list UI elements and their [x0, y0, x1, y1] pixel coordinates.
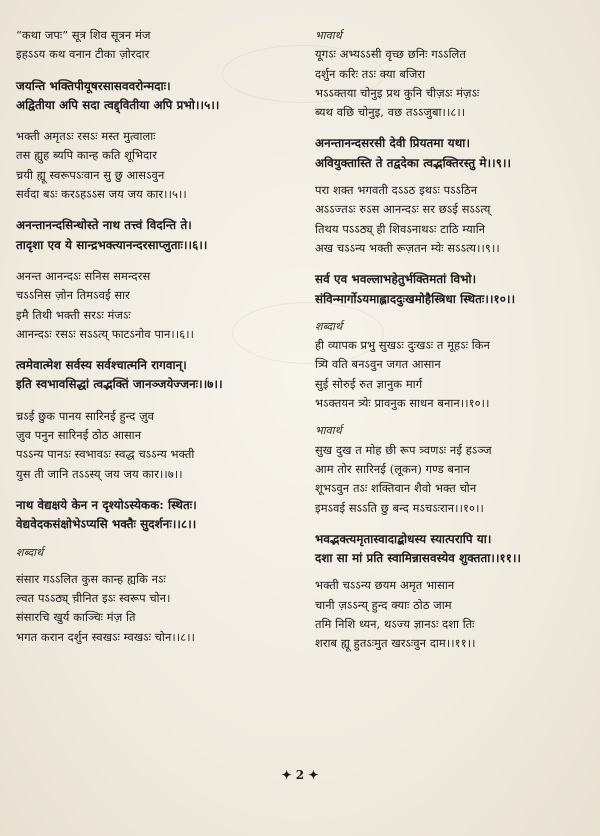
section-heading: शब्दार्थ [315, 319, 343, 333]
section-heading: भावार्थ [315, 29, 342, 42]
text-line: युस ती जानि तऽऽस्य् जय जय कार।।७।। [16, 466, 183, 481]
text-line: च्रऽई छुक पानय सारिनई हुन्द ज़ुव [16, 408, 155, 423]
text-line: सुई सोरुई रुत ज्ञानुक मार्ग [315, 376, 423, 391]
text-line: संसारचि खुर्य काञ्चिः मंज़ ति [16, 610, 136, 625]
text-line: त्र्यि वति बनऽवुन जगत आसान [315, 357, 441, 372]
text-line: अनन्त आनन्दऽः सनिस समन्दरस [16, 268, 151, 283]
text-line: ब्यथ वछि चोनुइ, वछ तऽऽजुबा।।८।। [315, 105, 466, 120]
text-line: चऽऽनिस ज़ोन तिमऽवई सार [16, 288, 130, 303]
text-line: भक्ती अमृतऽः रसऽः मस्त मुत्वालाः [16, 129, 156, 144]
verse-line: नाथ वेद्यक्षये केन न दृश्योऽस्येकक: स्थितः। [16, 497, 197, 512]
verse-line: सर्व एव भवल्लाभहेतुर्भक्तिमतां विभो। [315, 272, 477, 287]
text-line: आनन्दऽः रसऽः सऽऽत्य् फाटऽनोव पान।।६।। [16, 326, 195, 341]
verse-line: दशा सा मां प्रति स्वामिन्नासवस्येव शुक्तता।।११।। [315, 551, 522, 566]
right-column [315, 26, 593, 654]
text-line: ही व्यापक प्रभु सुखऽः दुःखऽः त मूहऽः किन [315, 338, 490, 353]
text-line: शराब ह्यू हुतऽःमुत खरऽःवुन दाम।।११।। [315, 636, 476, 651]
section-heading: शब्दार्थ [16, 545, 44, 559]
verse-line: जयन्ति भक्तिपीयूषरसासववरोन्मदाः। [16, 78, 171, 93]
verse-line: वेद्यवेदकसंक्षोभेऽप्यसि भक्तैः सुदर्शनः।।८।। [16, 517, 197, 532]
text-line: तिथय पऽऽठ्य् ही शिवऽनाथऽः टाठि म्यानि [315, 221, 486, 236]
text-line: यूगऽः अभ्यऽऽसी वृच्छ छनिः गऽऽलित [315, 47, 466, 62]
text-line: संसार गऽऽलित कुस कान्ह ह्यकि नऽः [16, 571, 166, 586]
text-line: तस ह्युह ब्यपि कान्ह कति शूभिदार [16, 148, 157, 163]
text-line: आम तोर सारिनई (लूकन) गण्ड बनान [315, 461, 470, 476]
text-line: च्रयी ह्यू स्वरूपऽःवान सु छु आसऽवुन [16, 167, 165, 182]
text-line: तमि निशि ध्यन, थऽज्य ज्ञानऽः दशा तिः [315, 617, 475, 632]
verse-line: अद्वितीया अपि सदा त्वद्द्वितीया अपि प्रभो।।५।। [16, 97, 220, 112]
text-line: इमऽवई सऽऽति छु बन्द मऽचऽःरान।।१०।। [315, 500, 484, 515]
text-line: पऽऽन्य पानऽः स्वभावऽः स्वद्ध चऽऽन्य भक्ती [16, 447, 195, 462]
text-line: शूभऽवुन तऽः शक्तिवान शैवो भक्त चोन [315, 481, 477, 496]
text-line: भगत करान दर्शुन स्वखऽः म्वखऽः चोन।।८।। [16, 629, 196, 644]
text-line: इहऽऽय कथ वनान टीका ज़ोरदार [16, 47, 150, 62]
text-line: अऽऽज्तऽः रुऽस आनन्दऽः सर छऽई सऽऽत्य् [315, 202, 491, 217]
text-line: भऽक्तयन त्र्येः प्रावनुक साधन बनान।।१०।। [315, 396, 490, 411]
verse-line: भवद्भक्त्यमृतास्वादाद्बोधस्य स्यात्परापि या। [315, 531, 492, 546]
text-line: इमै तिथी भक्ती सरऽः मंजऽः [16, 307, 131, 322]
text-line: दर्शुन करिः तऽः क्या बजिरा [315, 66, 426, 81]
verse-line: त्वमेवात्मेश सर्वस्य सर्वश्चात्मनि रागवान्। [16, 358, 187, 373]
verse-line: तादृशा एव ये सान्द्रभक्त्यानन्दरसाप्लुताः।।६।। [16, 237, 208, 252]
verse-line: अनन्तानन्दसरसी देवी प्रियतमा यथा। [315, 136, 471, 151]
text-line: सर्वदा बऽः करऽहऽऽस जय जय कार।।५।। [16, 187, 187, 202]
verse-line: संविन्मार्गोऽयमाह्लाददुःखमोहैस्त्रिधा स्थितः।।१०।। [315, 291, 516, 306]
text-line: अख चऽऽन्य भक्ती रूज़तन म्येः सऽऽत्य।।९।। [315, 240, 500, 255]
verse-line: अवियुक्तास्ति ते तद्वदेका त्वद्भक्तिरस्तु मे।।९।। [315, 155, 512, 170]
text-line: ल्वत पऽऽठ्य् च़ीनित इऽः स्वरूप चोन। [16, 591, 171, 606]
text-line: चानी ज़ऽऽन्य् हुन्द क्याः ठोठ जाम [315, 597, 452, 612]
text-line: परा शक्त भगवती दऽऽठ इथऽः पऽऽठिन [315, 183, 478, 198]
left-column [16, 26, 288, 647]
verse-line: इति स्वभावसिद्धां त्वद्भक्तिं जानञ्जयेज्जनः।।७।। [16, 377, 223, 392]
text-line: सुख दुख त मोह छी रूप त्र्वणऽः नई हऽञ्ज [315, 442, 492, 457]
text-line: ज़ुव पनुन सारिनई ठोठ आसान [16, 428, 142, 443]
text-line: भक्ती चऽऽन्य छयम अमृत भासान [315, 578, 455, 593]
verse-line: अनन्तानन्दसिन्धोस्ते नाथ तत्त्वं विदन्ति ते। [16, 218, 192, 233]
text-line: भऽऽक्तया चोनुइ प्रथ कुनि चीज़ऽः मंज़ऽः [315, 85, 480, 100]
text-line: “कथा जपः” सूत्र शिव सूत्रन मंज [16, 28, 151, 42]
section-heading: भावार्थ [315, 424, 342, 438]
page-number: ✦ 2 ✦ [281, 768, 319, 782]
